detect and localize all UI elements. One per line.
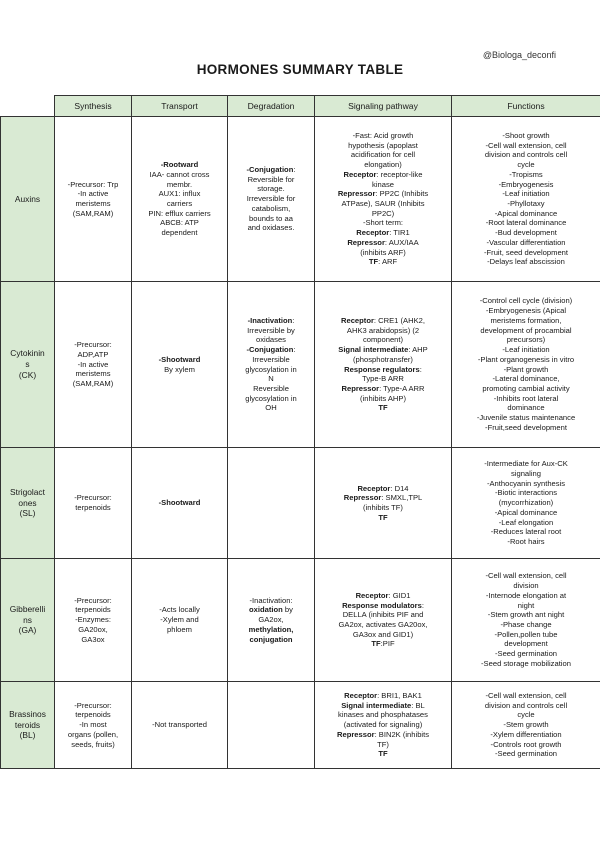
cell-line: Reversible for — [247, 174, 295, 184]
cell-line: ADP,ATP — [77, 349, 109, 359]
cell-line: -Acts locally — [159, 605, 200, 615]
cell-line: catabolism, — [251, 203, 291, 213]
cell-line: elongation) — [364, 160, 402, 170]
cell-line: membr. — [166, 179, 193, 189]
cell-line: and oxidases. — [247, 223, 295, 233]
cell-transport — [132, 448, 228, 559]
cell-line: Signal intermediate: BL — [341, 700, 425, 710]
row-header-line: Gibberelli — [9, 603, 46, 614]
cell-line: precursors) — [506, 335, 546, 345]
cell-line: -Apical dominance — [494, 208, 558, 218]
cell-line: (SAM,RAM) — [72, 208, 114, 218]
bold-term: -Shootward — [158, 354, 201, 364]
cell-line: Repressor: PP2C (Inhibits — [337, 189, 429, 199]
cell-degradation — [228, 117, 315, 282]
cell-line: Repressor: AUX/IAA — [347, 237, 419, 247]
row-header-cytokinins — [1, 282, 55, 448]
cell-line: -Intermediate for Aux-CK — [484, 459, 568, 469]
cell-line: -Embryogenesis — [498, 179, 554, 189]
bold-term: -Inactivation — [247, 315, 293, 325]
cell-synthesis — [55, 282, 132, 448]
cell-line: TF:PIF — [371, 639, 395, 649]
cell-line: bounds to aa — [249, 213, 293, 223]
cell-line: Irreversible — [252, 354, 290, 364]
cell-line: Receptor: GID1 — [355, 590, 411, 600]
cell-line: -Root hairs — [507, 537, 545, 547]
cell-line: -Precursor: Trp — [67, 179, 119, 189]
corner-cell — [1, 96, 55, 117]
column-header-functions: Functions — [452, 96, 600, 117]
cell-line: -Vascular differentiation — [486, 237, 566, 247]
column-header-degradation: Degradation — [228, 96, 315, 117]
bold-term: -Conjugation — [246, 164, 294, 174]
cell-line: (mycorrhization) — [498, 498, 554, 508]
bold-term: Response modulators — [342, 600, 422, 610]
cell-functions — [452, 448, 600, 559]
cell-synthesis — [55, 448, 132, 559]
cell-line: meristems — [75, 369, 111, 379]
cell-line: terpenoids — [75, 710, 111, 720]
cell-synthesis — [55, 559, 132, 682]
cell-degradation — [228, 559, 315, 682]
cell-line: ATPase), SAUR (Inhibits — [341, 199, 425, 208]
cell-degradation — [228, 282, 315, 448]
cell-line: Signal intermediate: AHP — [338, 345, 428, 355]
cell-signaling — [315, 282, 452, 448]
cell-signaling — [315, 448, 452, 559]
cell-line: -Inactivation: — [249, 595, 293, 605]
cell-line: terpenoids — [75, 503, 111, 512]
cell-line: -Precursor: — [74, 340, 112, 350]
row-header-strigolactones — [1, 448, 55, 559]
cell-line: -Stem growth — [503, 720, 549, 730]
cell-line: -Stem growth ant night — [487, 610, 565, 620]
cell-line: carriers — [166, 199, 193, 208]
bold-term: -Conjugation — [246, 345, 294, 355]
cell-line: Receptor: TIR1 — [356, 228, 410, 238]
cell-line: -Cell wall extension, cell — [485, 140, 567, 150]
cell-signaling — [315, 682, 452, 769]
cell-line: Repressor: Type-A ARR — [341, 383, 425, 393]
bold-term: TF — [378, 749, 388, 759]
cell-line: -Fruit,seed development — [485, 422, 567, 432]
cell-line: -Bud development — [495, 228, 557, 238]
bold-term: Repressor — [341, 383, 380, 393]
cell-line: meristems formation, — [490, 315, 562, 325]
cell-line: -Delays leaf abscission — [487, 257, 565, 267]
cell-line: ABCB: ATP — [160, 218, 199, 228]
row-header-line: (GA) — [18, 625, 37, 636]
cell-line: storage. — [257, 184, 285, 194]
cell-line: Receptor: BRI1, BAK1 — [344, 690, 422, 700]
cell-line: meristems — [75, 199, 111, 208]
bold-term: TF — [378, 403, 388, 413]
cell-degradation — [228, 682, 315, 769]
page-title: HORMONES SUMMARY TABLE — [196, 62, 404, 77]
cell-line: seeds, fruits) — [71, 739, 115, 749]
cell-signaling — [315, 559, 452, 682]
cell-line: dependent — [161, 228, 198, 238]
row-header-line: teroids — [14, 719, 41, 730]
row-header-line: ones — [18, 497, 37, 508]
row-header-brassinosteroids — [1, 682, 55, 769]
cell-line — [230, 625, 312, 635]
table-row-auxins — [1, 117, 600, 282]
cell-line: (activated for signaling) — [343, 720, 423, 730]
row-header-line: (BL) — [19, 730, 36, 741]
cell-line: -Reduces lateral root — [490, 527, 562, 537]
cell-line — [134, 355, 225, 365]
bold-term: conjugation — [249, 634, 293, 644]
cell-line: -Precursor: — [74, 493, 112, 503]
cell-line: hypothesis (apoplast — [348, 140, 418, 150]
row-header-line: Cytokinin — [10, 348, 45, 359]
cell-line: -In most — [79, 720, 107, 730]
cell-line: (inhibits AHP) — [360, 393, 406, 403]
bold-term: -Shootward — [158, 498, 201, 508]
bold-term: Repressor — [336, 729, 375, 739]
row-header-line: s — [25, 359, 30, 370]
cell-line: development of procambial — [480, 325, 572, 335]
cell-line: -Cell wall extension, cell — [485, 690, 567, 700]
bold-term: Repressor — [347, 237, 385, 247]
cell-line: -Inhibits root lateral — [493, 393, 559, 403]
cell-line: Repressor: SMXL,TPL — [343, 493, 423, 503]
cell-synthesis — [55, 682, 132, 769]
cell-line: oxidases — [256, 335, 286, 345]
cell-line: cycle — [517, 710, 535, 720]
cell-line: -Pollen,pollen tube — [494, 629, 558, 639]
cell-line: (SAM,RAM) — [72, 379, 114, 389]
cell-functions — [452, 117, 600, 282]
cell-line: OH — [265, 403, 277, 413]
cell-line: cycle — [517, 160, 535, 170]
cell-line: -Leaf initiation — [502, 345, 550, 355]
cell-line: -Biotic interactions — [494, 488, 558, 498]
cell-line: Receptor: receptor-like — [343, 169, 423, 179]
cell-line — [230, 635, 312, 645]
cell-line: Receptor: D14 — [357, 483, 409, 493]
cell-line: (inhibits TF) — [363, 503, 403, 512]
cell-line: -Seed storage mobilization — [481, 658, 571, 668]
cell-line: -Plant growth — [503, 364, 549, 374]
cell-line: -Leaf initiation — [502, 189, 550, 199]
column-header-transport: Transport — [132, 96, 228, 117]
bold-term: Signal intermediate — [338, 345, 409, 355]
cell-line: division — [513, 581, 539, 591]
cell-line: -Plant organogenesis in vitro — [477, 354, 575, 364]
row-header-auxins: Auxins — [1, 117, 55, 282]
bold-term: Receptor — [341, 315, 374, 325]
bold-term: TF — [368, 257, 379, 267]
cell-line: -Precursor: — [74, 595, 112, 605]
cell-line: -Seed germination — [494, 649, 558, 659]
cell-line: -Control cell cycle (division) — [479, 296, 573, 306]
bold-term: Receptor — [355, 590, 389, 600]
cell-line: component) — [362, 335, 404, 345]
table-row-brassinosteroids — [1, 682, 600, 769]
cell-signaling — [315, 117, 452, 282]
cell-line: -Controls root growth — [490, 739, 562, 749]
cell-line: PIN: efflux carriers — [148, 208, 211, 218]
cell-line: -Short term: — [362, 218, 404, 228]
bold-term: Receptor — [344, 690, 378, 700]
cell-line: GA3ox and GID1) — [352, 629, 414, 639]
column-header-synthesis: Synthesis — [55, 96, 132, 117]
cell-line: -Phyllotaxy — [507, 199, 545, 208]
header-row — [1, 96, 600, 117]
cell-line: Receptor: CRE1 (AHK2, — [341, 315, 425, 325]
cell-line: TF) — [377, 739, 389, 749]
cell-line: N — [268, 374, 274, 384]
cell-line: dominance — [507, 403, 545, 413]
cell-line: -Root lateral dominance — [485, 218, 567, 228]
cell-line: -Juvenile status maintenance — [476, 413, 576, 423]
cell-line: -Internode elongation at — [485, 590, 567, 600]
cell-line: -Precursor: — [74, 700, 112, 710]
cell-line: -Cell wall extension, cell — [485, 571, 567, 581]
cell-line: Irreversible for — [246, 194, 296, 204]
cell-transport — [132, 282, 228, 448]
cell-line: Repressor: BIN2K (inhibits — [336, 729, 430, 739]
cell-line: division and controls cell — [484, 700, 568, 710]
table-row-cytokinins — [1, 282, 600, 448]
cell-line: oxidation by — [249, 605, 293, 615]
bold-term: Signal intermediate — [341, 700, 412, 710]
cell-line: (inhibits ARF) — [360, 247, 406, 257]
cell-line: acidification for cell — [350, 150, 416, 160]
bold-term: Receptor — [343, 169, 377, 179]
cell-line: -Embryogenesis (Apical — [485, 306, 567, 316]
cell-line: IAA- cannot cross — [149, 169, 210, 179]
cell-line — [134, 160, 225, 170]
cell-line: -Conjugation: — [246, 164, 296, 174]
cell-line: -Xylem differentiation — [490, 729, 562, 739]
cell-line: -Lateral dominance, — [492, 374, 560, 384]
cell-line: -Xylem and — [160, 615, 199, 625]
cell-line: terpenoids — [75, 605, 111, 615]
cell-line: glycosylation in — [245, 393, 297, 403]
cell-line: TF: ARF — [368, 257, 398, 267]
cell-line: AUX1: influx — [158, 189, 201, 199]
row-header-line: Brassinos — [9, 708, 46, 719]
cell-line: GA2ox, activates GA20ox, — [338, 620, 428, 629]
bold-term: Response regulators — [344, 364, 420, 374]
cell-line: (phosphotransfer) — [353, 354, 413, 364]
cell-line — [317, 749, 449, 759]
table-row-gibberellins — [1, 559, 600, 682]
bold-term: TF — [371, 639, 381, 649]
bold-term: Receptor — [357, 483, 391, 493]
cell-transport — [132, 117, 228, 282]
row-header-gibberellins — [1, 559, 55, 682]
row-header-line: (SL) — [19, 508, 36, 519]
cell-line: -Anthocyanin synthesis — [486, 478, 566, 488]
cell-line: AHK3 arabidopsis) (2 — [346, 325, 420, 335]
row-header-line: (CK) — [18, 369, 37, 380]
cell-line: -In active — [77, 189, 109, 199]
cell-line: -Conjugation: — [246, 345, 296, 355]
cell-transport — [132, 682, 228, 769]
cell-line: Irreversible by — [247, 325, 295, 335]
cell-transport — [132, 559, 228, 682]
cell-line: DELLA (inhibits PIF and — [342, 610, 424, 620]
hormones-table — [0, 95, 600, 769]
cell-line: -Seed germination — [494, 749, 558, 759]
cell-line: kinases and phosphatases — [338, 710, 428, 720]
cell-line: -Shoot growth — [502, 130, 550, 140]
table-row-strigolactones — [1, 448, 600, 559]
bold-term: oxidation — [249, 605, 283, 615]
cell-line: -Fruit, seed development — [484, 247, 568, 257]
cell-line: -Inactivation: — [247, 315, 295, 325]
cell-line: -Apical dominance — [494, 507, 558, 517]
cell-functions — [452, 559, 600, 682]
cell-line: phloem — [167, 624, 192, 634]
cell-line: kinase — [372, 179, 394, 189]
bold-term: TF — [378, 512, 388, 522]
cell-line: -Phase change — [500, 620, 552, 629]
cell-line: glycosylation in — [245, 364, 297, 374]
column-header-signaling-pathway: Signaling pathway — [315, 96, 452, 117]
cell-line: division and controls cell — [484, 150, 568, 160]
cell-line — [317, 513, 449, 523]
cell-functions — [452, 682, 600, 769]
cell-line: -Leaf elongation — [498, 517, 554, 527]
cell-line: Reversible — [253, 383, 289, 393]
bold-term: -Rootward — [160, 160, 199, 170]
cell-line: Response regulators: — [344, 364, 422, 374]
cell-line: Type-B ARR — [362, 374, 404, 384]
cell-synthesis — [55, 117, 132, 282]
bold-term: Repressor — [343, 493, 382, 503]
cell-line: -In active — [77, 359, 109, 369]
bold-term: Repressor — [337, 189, 376, 199]
cell-line: Response modulators: — [342, 600, 424, 610]
cell-line: -Not transported — [152, 720, 207, 730]
cell-line: GA2ox, — [258, 615, 284, 625]
cell-line — [317, 403, 449, 413]
bold-term: methylation, — [248, 624, 294, 634]
cell-line: development — [504, 639, 548, 649]
cell-line: signaling — [511, 468, 541, 478]
cell-functions — [452, 282, 600, 448]
bold-term: Receptor — [356, 228, 390, 238]
cell-line: organs (pollen, — [67, 729, 119, 739]
row-header-line: Strigolact — [10, 486, 45, 497]
cell-degradation — [228, 448, 315, 559]
cell-line: promoting cambial activity — [482, 383, 570, 393]
cell-line: -Enzymes: — [75, 615, 111, 625]
cell-line: PP2C) — [371, 208, 395, 218]
cell-line: GA3ox — [81, 634, 105, 644]
cell-line — [134, 498, 225, 508]
cell-line: -Fast: Acid growth — [352, 130, 414, 140]
cell-line: GA20ox, — [78, 624, 108, 634]
cell-line: -Tropisms — [509, 169, 543, 179]
cell-line: night — [517, 600, 535, 610]
cell-line: By xylem — [164, 364, 195, 374]
row-header-line: ns — [23, 614, 32, 625]
author-handle: @Biologa_deconfi — [482, 50, 556, 60]
